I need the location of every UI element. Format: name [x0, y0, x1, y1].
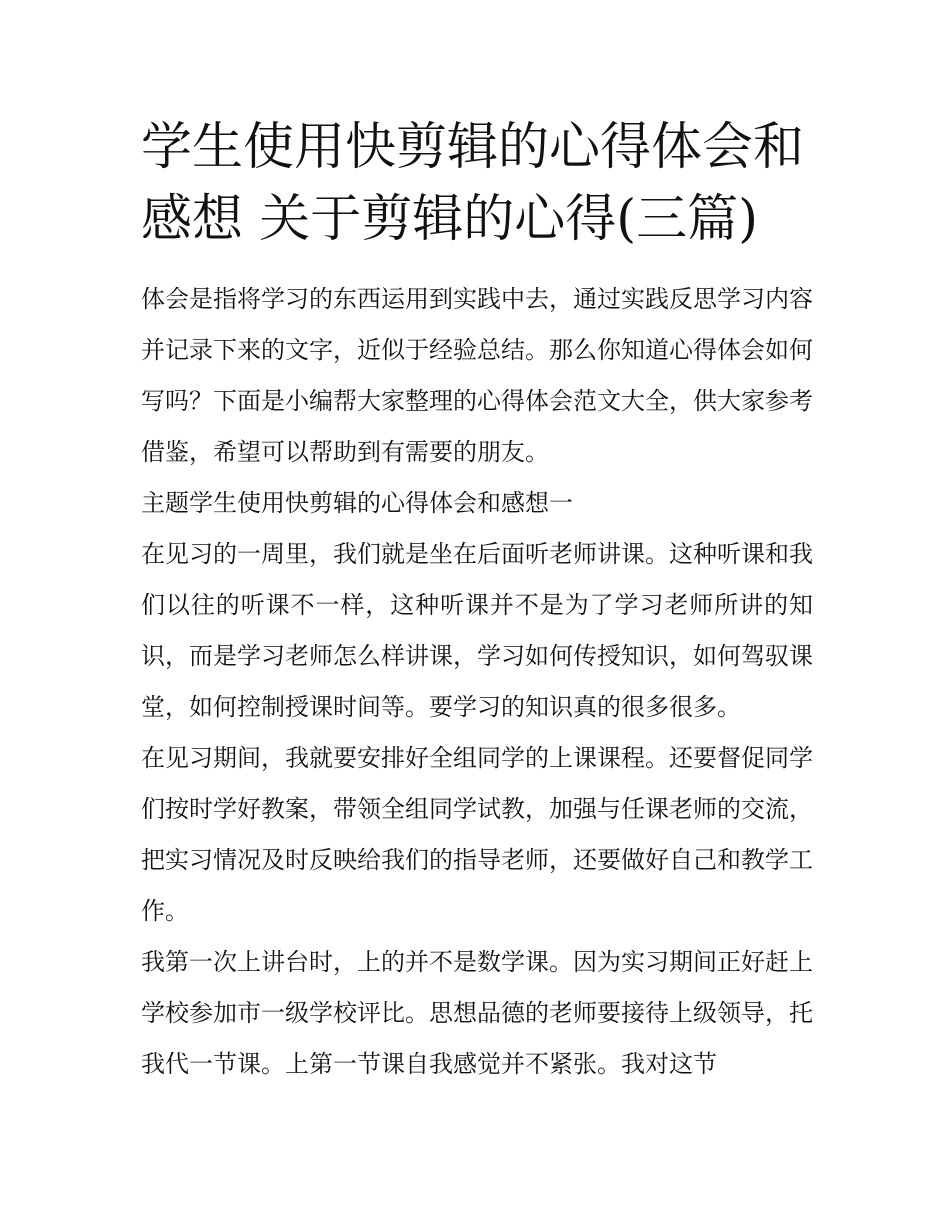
intro-paragraph: 体会是指将学习的东西运用到实践中去，通过实践反思学习内容并记录下来的文字，近似于经验总结。那么你知道心得体会如何写吗？下面是小编帮大家整理的心得体会范文大全，供大家参考借鉴，希望可以帮助到有需要的朋友。 [141, 285, 813, 466]
document-page [141, 112, 813, 1090]
body-paragraph: 我第一次上讲台时，上的并不是数学课。因为实习期间正好赶上学校参加市一级学校评比。思想品德的老师要接待上级领导，托我代一节课。上第一节课自我感觉并不紧张。我对这节 [141, 948, 813, 1078]
section-heading: 主题学生使用快剪辑的心得体会和感想一 [141, 489, 573, 517]
body-paragraph: 在见习期间，我就要安排好全组同学的上课课程。还要督促同学们按时学好教案，带领全组同学试教，加强与任课老师的交流，把实习情况及时反映给我们的指导老师，还要做好自己和教学工作。 [141, 744, 813, 925]
body-paragraph: 在见习的一周里，我们就是坐在后面听老师讲课。这种听课和我们以往的听课不一样，这种听课并不是为了学习老师所讲的知识，而是学习老师怎么样讲课，学习如何传授知识，如何驾驭课堂，如何控制授课时间等。要学习的知识真的很多很多。 [141, 540, 813, 721]
document-body [141, 274, 813, 1090]
document-title: 学生使用快剪辑的心得体会和感想 关于剪辑的心得(三篇) [141, 118, 805, 249]
